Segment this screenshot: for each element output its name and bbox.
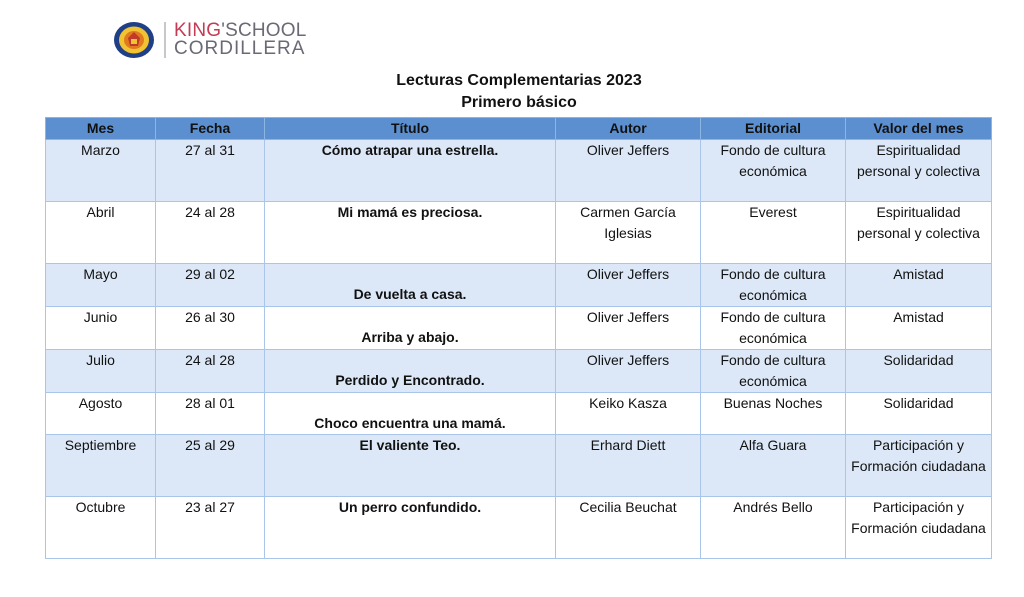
cell-editorial: Buenas Noches [701, 393, 846, 435]
cell-fecha: 24 al 28 [156, 350, 265, 393]
school-logo [112, 20, 307, 60]
cell-mes: Julio [46, 350, 156, 393]
cell-fecha: 26 al 30 [156, 307, 265, 350]
cell-autor: Oliver Jeffers [556, 264, 701, 307]
document-subtitle: Primero básico [461, 94, 577, 111]
table-row [46, 393, 992, 435]
cell-fecha: 28 al 01 [156, 393, 265, 435]
table-row [46, 264, 992, 307]
cell-valor: Amistad [846, 264, 992, 307]
cell-valor: Espiritualidad personal y colectiva [846, 140, 992, 202]
column-header-fecha: Fecha [156, 118, 265, 140]
cell-autor: Oliver Jeffers [556, 140, 701, 202]
cell-editorial: Fondo de cultura económica [701, 140, 846, 202]
document-titles [0, 70, 1024, 114]
cell-editorial: Fondo de cultura económica [701, 264, 846, 307]
table-row [46, 307, 992, 350]
cell-mes: Mayo [46, 264, 156, 307]
cell-valor: Espiritualidad personal y colectiva [846, 202, 992, 264]
cell-autor: Erhard Diett [556, 435, 701, 497]
cell-fecha: 29 al 02 [156, 264, 265, 307]
cell-editorial: Andrés Bello [701, 497, 846, 559]
logo-line2: CORDILLERA [174, 38, 306, 59]
cell-fecha: 23 al 27 [156, 497, 265, 559]
cell-fecha: 27 al 31 [156, 140, 265, 202]
table-row [46, 350, 992, 393]
cell-valor: Solidaridad [846, 393, 992, 435]
reading-table [45, 117, 992, 559]
cell-valor: Participación y Formación ciudadana [846, 497, 992, 559]
cell-mes: Septiembre [46, 435, 156, 497]
column-header-editorial: Editorial [701, 118, 846, 140]
logo-name-part1: KING [174, 20, 222, 41]
cell-autor: Oliver Jeffers [556, 350, 701, 393]
school-crest-icon [112, 20, 156, 60]
cell-editorial: Fondo de cultura económica [701, 350, 846, 393]
column-header-titulo: Título [265, 118, 556, 140]
cell-titulo: Choco encuentra una mamá. [265, 393, 556, 435]
cell-mes: Junio [46, 307, 156, 350]
table-row [46, 435, 992, 497]
cell-titulo: Perdido y Encontrado. [265, 350, 556, 393]
column-header-valor: Valor del mes [846, 118, 992, 140]
cell-titulo: Arriba y abajo. [265, 307, 556, 350]
cell-fecha: 24 al 28 [156, 202, 265, 264]
cell-fecha: 25 al 29 [156, 435, 265, 497]
cell-autor: Oliver Jeffers [556, 307, 701, 350]
cell-valor: Participación y Formación ciudadana [846, 435, 992, 497]
cell-valor: Amistad [846, 307, 992, 350]
column-header-autor: Autor [556, 118, 701, 140]
table-row [46, 497, 992, 559]
cell-titulo: El valiente Teo. [265, 435, 556, 497]
cell-mes: Octubre [46, 497, 156, 559]
cell-editorial: Everest [701, 202, 846, 264]
cell-titulo: Mi mamá es preciosa. [265, 202, 556, 264]
table-header-row [46, 118, 992, 140]
cell-editorial: Alfa Guara [701, 435, 846, 497]
cell-titulo: Un perro confundido. [265, 497, 556, 559]
cell-mes: Abril [46, 202, 156, 264]
cell-autor: Keiko Kasza [556, 393, 701, 435]
cell-titulo: De vuelta a casa. [265, 264, 556, 307]
cell-mes: Marzo [46, 140, 156, 202]
cell-autor: Cecilia Beuchat [556, 497, 701, 559]
cell-editorial: Fondo de cultura económica [701, 307, 846, 350]
cell-valor: Solidaridad [846, 350, 992, 393]
cell-mes: Agosto [46, 393, 156, 435]
logo-divider [164, 22, 166, 58]
cell-titulo: Cómo atrapar una estrella. [265, 140, 556, 202]
logo-name-part2: 'SCHOOL [221, 20, 307, 41]
school-wordmark [174, 22, 307, 58]
cell-autor: Carmen García Iglesias [556, 202, 701, 264]
document-title: Lecturas Complementarias 2023 [396, 72, 642, 89]
table-row [46, 140, 992, 202]
table-row [46, 202, 992, 264]
column-header-mes: Mes [46, 118, 156, 140]
